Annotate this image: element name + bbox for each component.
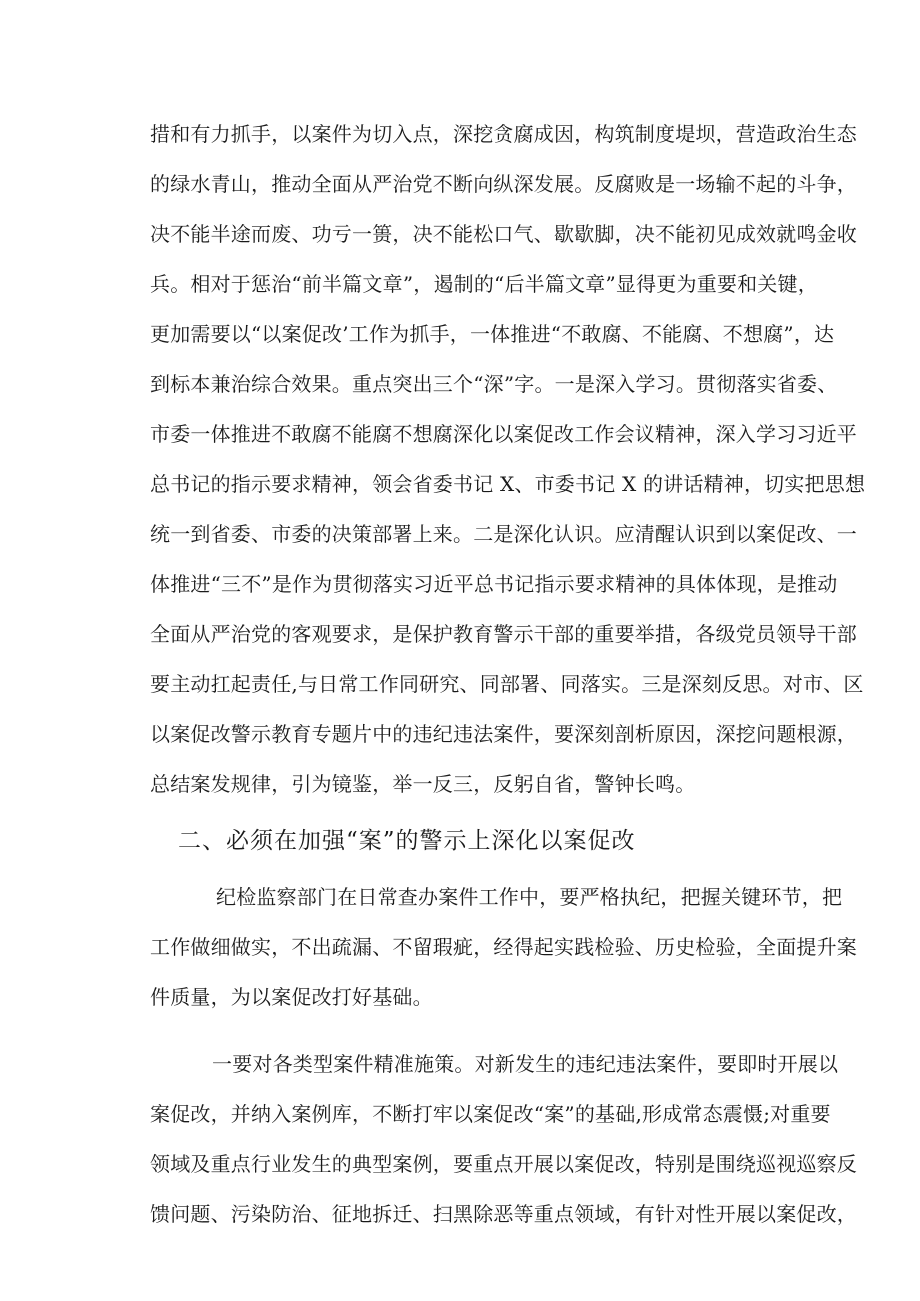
text-line: 工作做细做实，不出疏漏、不留瑕疵，经得起实践检验、历史检验，全面提升案: [150, 935, 857, 959]
text-line: 全面从严治党的客观要求，是保护教育警示干部的重要举措，各级党员领导干部: [150, 622, 857, 646]
text-line: 的绿水青山，推动全面从严治党不断向纵深发展。反腐败是一场输不起的斗争，: [150, 172, 857, 196]
section-heading: 二、必须在加强“案”的警示上深化以案促改: [178, 828, 636, 854]
text-line: 统一到省委、市委的决策部署上来。二是深化认识。应清醒认识到以案促改、一: [150, 522, 857, 546]
text-line: 馈问题、污染防治、征地拆迁、扫黑除恶等重点领域，有针对性开展以案促改，: [150, 1202, 857, 1226]
text-line: 决不能半途而废、功亏一篑，决不能松口气、歇歇脚，决不能初见成效就鸣金收: [150, 222, 857, 246]
text-line: 纪检监察部门在日常查办案件工作中，要严格执纪，把握关键环节，把: [216, 885, 843, 909]
text-line: 案促改，并纳入案例库，不断打牢以案促改“案”的基础,形成常态震慑;对重要: [150, 1102, 831, 1126]
text-line: 领域及重点行业发生的典型案例，要重点开展以案促改，特别是围绕巡视巡察反: [150, 1152, 857, 1176]
text-line: 以案促改警示教育专题片中的违纪违法案件，要深刻剖析原因，深挖问题根源，: [150, 722, 857, 746]
text-line: 一要对各类型案件精准施策。对新发生的违纪违法案件，要即时开展以: [212, 1052, 839, 1076]
text-line: 体推进“三不”是作为贯彻落实习近平总书记指示要求精神的具体体现，是推动: [150, 572, 838, 596]
text-line: 到标本兼治综合效果。重点突出三个“深”字。一是深入学习。贯彻落实省委、: [150, 372, 838, 396]
text-line: 件质量，为以案促改打好基础。: [150, 985, 433, 1009]
text-line: 措和有力抓手，以案件为切入点，深挖贪腐成因，构筑制度堤坝，营造政治生态: [150, 122, 857, 146]
text-line: 市委一体推进不敢腐不能腐不想腐深化以案促改工作会议精神，深入学习习近平: [150, 422, 857, 446]
text-line: 总书记的指示要求精神，领会省委书记 X、市委书记 X 的讲话精神，切实把思想: [150, 472, 866, 496]
text-line: 更加需要以“以案促改’工作为抓手，一体推进“不敢腐、不能腐、不想腐”，达: [150, 322, 835, 346]
text-line: 兵。相对于惩治“前半篇文章”，遏制的“后半篇文章”显得更为重要和关键，: [150, 272, 818, 296]
text-line: 要主动扛起责任,与日常工作同研究、同部署、同落实。三是深刻反思。对市、区: [150, 672, 864, 696]
text-line: 总结案发规律，引为镜鉴，举一反三，反躬自省，警钟长鸣。: [150, 772, 696, 796]
